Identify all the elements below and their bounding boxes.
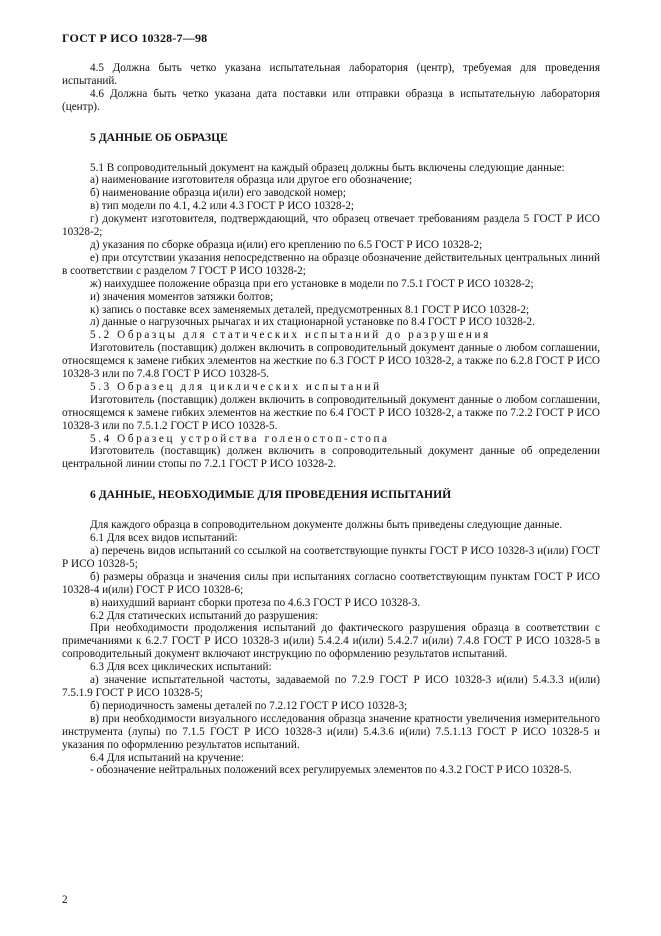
section-6-intro: Для каждого образца в сопроводительном документе должны быть приведены следующие данные.: [90, 519, 563, 532]
paragraph-4-6: 4.6 Должна быть четко указана дата поставки или отправки образца в испытательную лаборатория (центр).: [62, 87, 600, 113]
document-body: [62, 62, 600, 777]
list-item: д) указания по сборке образца и(или) его креплению по 6.5 ГОСТ Р ИСО 10328-2;: [90, 238, 483, 251]
list-item: а) значение испытательной частоты, задаваемой по 7.2.9 ГОСТ Р ИСО 10328-3 и(или) 5.4.3.3 и(или) 7.5.1.9 ГОСТ Р ИСО 10328-5;: [62, 674, 600, 699]
paragraph-6-2: 6.2 Для статических испытаний до разрушения:: [90, 609, 319, 622]
list-item: и) значения моментов затяжки болтов;: [90, 290, 274, 303]
list-item: в) тип модели по 4.1, 4.2 или 4.3 ГОСТ Р ИСО 10328-2;: [90, 200, 355, 213]
paragraph-6-2-text: При необходимости продолжения испытаний до фактического разрушения образца в соответствии с примечаниями к 6.2.7 ГОСТ Р ИСО 10328-3 и(или) 5.4.2.4 и(или) 5.4.2.7 и(или) 7.4.8 ГОСТ Р ИСО 10328-5 в сопроводительный документ включают инструкцию по оформлению результатов испытаний.: [62, 622, 600, 661]
subsection-5-2-title: 5.2 Образцы для статических испытаний до разрушения: [90, 329, 491, 342]
paragraph-6-3: 6.3 Для всех циклических испытаний:: [90, 661, 272, 674]
list-item: в) при необходимости визуального исследования образца значение кратности увеличения измерительного инструмента (лупы) по 7.1.5 ГОСТ Р ИСО 10328-3 и(или) 5.4.3.6 и(или) 7.5.1.13 ГОСТ Р ИСО 10328-5 и указания по оформлению результатов испытаний.: [62, 712, 600, 751]
page-number: 2: [62, 894, 68, 906]
paragraph-5-4: Изготовитель (поставщик) должен включить в сопроводительный документ данные об определении центральной линии стопы по 7.2.1 ГОСТ Р ИСО 10328-2.: [62, 445, 600, 471]
list-item: г) документ изготовителя, подтверждающий, что образец отвечает требованиям раздела 5 ГОСТ Р ИСО 10328-2;: [62, 213, 600, 239]
paragraph-4-5: 4.5 Должна быть четко указана испытательная лаборатория (центр), требуемая для проведения испытаний.: [62, 62, 600, 87]
list-item: б) наименование образца и(или) его заводской номер;: [90, 187, 346, 200]
section-6-heading: 6 ДАННЫЕ, НЕОБХОДИМЫЕ ДЛЯ ПРОВЕДЕНИЯ ИСПЫТАНИЙ: [90, 488, 452, 502]
paragraph-6-1: 6.1 Для всех видов испытаний:: [90, 532, 238, 545]
paragraph-6-4: 6.4 Для испытаний на кручение:: [90, 751, 245, 764]
list-item: л) данные о нагрузочных рычагах и их стационарной установке по 8.4 ГОСТ Р ИСО 10328-2.: [90, 316, 535, 329]
document-header: ГОСТ Р ИСО 10328-7—98: [62, 31, 208, 45]
list-item: ж) наихудшее положение образца при его установке в модели по 7.5.1 ГОСТ Р ИСО 10328-2;: [90, 277, 534, 290]
list-item: б) периодичность замены деталей по 7.2.12 ГОСТ Р ИСО 10328-3;: [90, 699, 408, 712]
list-item: в) наихудший вариант сборки протеза по 4.6.3 ГОСТ Р ИСО 10328-3.: [90, 596, 421, 609]
paragraph-5-3: Изготовитель (поставщик) должен включить в сопроводительный документ данные о любом соглашении, относящемся к замене гибких элементов на жесткие по 6.4 ГОСТ Р ИСО 10328-2, а также по 7.2.2 ГОСТ Р ИСО 10328-3 или по 7.5.1.2 ГОСТ Р ИСО 10328-5.: [62, 393, 600, 432]
list-item: а) наименование изготовителя образца или другое его обозначение;: [90, 174, 413, 187]
list-item: а) перечень видов испытаний со ссылкой на соответствующие пункты ГОСТ Р ИСО 10328-3 и(или) ГОСТ Р ИСО 10328-5;: [62, 545, 600, 570]
paragraph-5-2: Изготовитель (поставщик) должен включить в сопроводительный документ данные о любом соглашении, относящемся к замене гибких элементов на жесткие по 6.3 ГОСТ Р ИСО 10328-2, а также по 6.2.8 ГОСТ Р ИСО 10328-3 или по 7.4.8 ГОСТ Р ИСО 10328-5.: [62, 342, 600, 381]
list-item: б) размеры образца и значения силы при испытаниях согласно соответствующим пунктам ГОСТ Р ИСО 10328-4 и(или) ГОСТ Р ИСО 10328-6;: [62, 570, 600, 596]
section-5-heading: 5 ДАННЫЕ ОБ ОБРАЗЦЕ: [90, 130, 228, 144]
subsection-5-4-title: 5.4 Образец устройства голеностоп-стопа: [90, 432, 390, 445]
list-item: к) запись о поставке всех заменяемых деталей, предусмотренных 8.1 ГОСТ Р ИСО 10328-2;: [90, 303, 530, 316]
list-item: е) при отсутствии указания непосредственно на образце обозначение действительных центральных линий в соответствии с разделом 7 ГОСТ Р ИСО 10328-2;: [62, 251, 600, 277]
list-item: - обозначение нейтральных положений всех регулируемых элементов по 4.3.2 ГОСТ Р ИСО 10328-5.: [90, 764, 572, 777]
paragraph-5-1: 5.1 В сопроводительный документ на каждый образец должны быть включены следующие данные:: [90, 161, 565, 174]
subsection-5-3-title: 5.3 Образец для циклических испытаний: [90, 380, 382, 393]
